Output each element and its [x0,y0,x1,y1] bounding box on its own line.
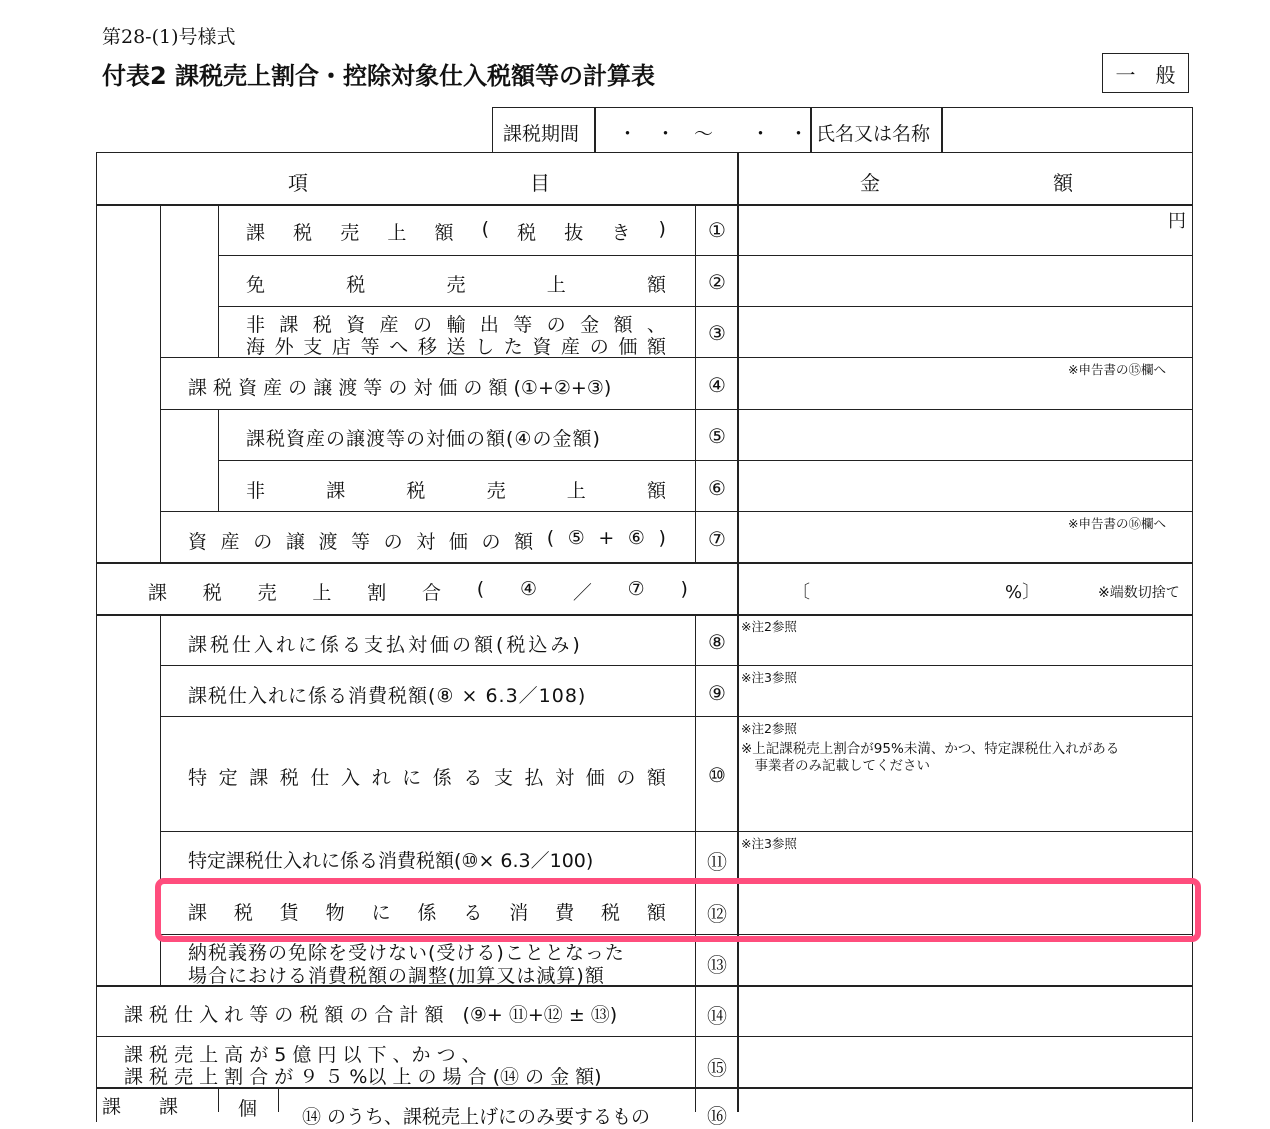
row-4-number: ④ [708,373,726,397]
row-7-number: ⑦ [708,527,726,551]
row-3-label-line2: 海 外 支 店 等 へ 移 送 し た 資 産 の 価 額 [246,336,666,358]
period-field[interactable]: ・ ・ ～ ・ ・ [618,123,809,145]
row-15-number: ⑮ [707,1056,727,1080]
row-6-number: ⑥ [708,476,726,500]
row-8-label: 課税仕入れに係る支払対価の額(税込み) [188,634,583,656]
row-9-amount-field[interactable] [740,684,1191,715]
row-12-number: ⑫ [707,902,727,926]
row-10-label: 特 定 課 税 仕 入 れ に 係 る 支 払 対 価 の 額 [188,767,666,789]
row-10-number: ⑩ [708,763,726,787]
row-4-label: 課 税 資 産 の 譲 渡 等 の 対 価 の 額 (①+②+③) [188,377,612,399]
row-14-amount-field[interactable] [740,988,1191,1035]
row-16-mid-label: 個 [238,1098,258,1120]
yen-unit: 円 [1168,211,1186,232]
row-11-amount-field[interactable] [740,850,1191,881]
row-13-label-line2: 場合における消費税額の調整(加算又は減算)額 [188,965,605,987]
page-title: 付表2 課税売上割合・控除対象仕入税額等の計算表 [102,62,656,90]
row-10-note-2: ※上記課税売上割合が95%未満、かつ、特定課税仕入れがある [741,741,1120,757]
row-9-number: ⑨ [708,681,726,705]
row-13-number: ⑬ [707,953,727,977]
row-16-left-label: 課 課 [102,1096,179,1118]
header-amount-2: 額 [1053,171,1073,195]
row-14-label: 課 税 仕 入 れ 等 の 税 額 の 合 計 額 (⑨+ ⑪+⑫ ± ⑬) [124,1004,618,1026]
general-badge [1102,53,1189,93]
row-3-amount-field[interactable] [740,308,1191,356]
row-4-note: ※申告書の⑮欄へ [1068,362,1166,377]
row-1-number: ① [708,218,726,242]
row-8-amount-field[interactable] [740,633,1191,664]
taxable-sales-ratio-label: 課 税 売 上 割 合 ( ④ ／ ⑦ ) [148,578,688,604]
row-16-number: ⑯ [707,1104,727,1128]
row-1-label: 課 税 売 上 額 ( 税 抜 き ) [246,218,666,244]
header-amount-1: 金 [860,171,880,195]
row-11-number: ⑪ [707,850,727,874]
row-11-note: ※注3参照 [741,836,797,851]
row-11-label: 特定課税仕入れに係る消費税額(⑩× 6.3／100) [188,850,594,872]
row-7-note: ※申告書の⑯欄へ [1068,516,1166,531]
row-6-amount-field[interactable] [740,462,1191,510]
row-10-note-3: 事業者のみ記載してください [741,758,930,774]
row-9-note: ※注3参照 [741,670,797,685]
header-item-2: 目 [530,171,550,195]
name-field[interactable] [944,109,1191,151]
row-12-label: 課 税 貨 物 に 係 る 消 費 税 額 [188,902,666,924]
row-1-amount-field[interactable] [740,206,1191,254]
row-15-amount-field[interactable] [740,1038,1191,1086]
ratio-rounding-note: ※端数切捨て [1098,585,1180,601]
ratio-bracket-open: 〔 [792,582,810,603]
name-label: 氏名又は名称 [816,123,931,145]
row-3-number: ③ [708,321,726,345]
row-15-label-line2: 課 税 売 上 割 合 が ９ ５ %以 上 の 場 合 (⑭ の 金 額) [124,1066,602,1088]
row-5-amount-field[interactable] [740,411,1191,459]
form-number: 第28-(1)号様式 [102,26,236,48]
ratio-bracket-close: %〕 [1005,582,1041,603]
row-9-label: 課税仕入れに係る消費税額(⑧ × 6.3／108) [188,685,587,707]
row-13-amount-field[interactable] [740,936,1191,984]
row-7-amount-field[interactable] [740,530,1191,561]
general-badge-label: 一 般 [1115,62,1176,87]
row-8-number: ⑧ [708,630,726,654]
header-item-1: 項 [288,171,308,195]
row-5-number: ⑤ [708,424,726,448]
row-10-amount-field[interactable] [740,775,1191,830]
row-6-label: 非 課 税 売 上 額 [246,480,666,502]
row-10-note-1: ※注2参照 [741,721,797,736]
row-8-note: ※注2参照 [741,619,797,634]
row-5-label: 課税資産の譲渡等の対価の額(④の金額) [246,428,601,450]
row-16-label: ⑭ のうち、課税売上げにのみ要するもの [302,1106,651,1128]
row-13-label-line1: 納税義務の免除を受けない(受ける)こととなった [188,942,625,964]
highlight-box [155,878,1201,942]
ratio-percent-field[interactable] [815,570,1005,606]
row-4-amount-field[interactable] [740,376,1191,408]
row-2-label: 免 税 売 上 額 [246,274,666,296]
row-15-label-line1: 課 税 売 上 高 が 5 億 円 以 下 、か つ 、 [124,1044,481,1066]
row-7-label: 資 産 の 譲 渡 等 の 対 価 の 額 ( ⑤ + ⑥ ) [188,527,666,553]
period-label: 課税期間 [503,123,580,145]
row-2-amount-field[interactable] [740,257,1191,305]
row-2-number: ② [708,270,726,294]
row-3-label-line1: 非 課 税 資 産 の 輸 出 等 の 金 額 、 [246,314,666,336]
row-14-number: ⑭ [707,1004,727,1028]
